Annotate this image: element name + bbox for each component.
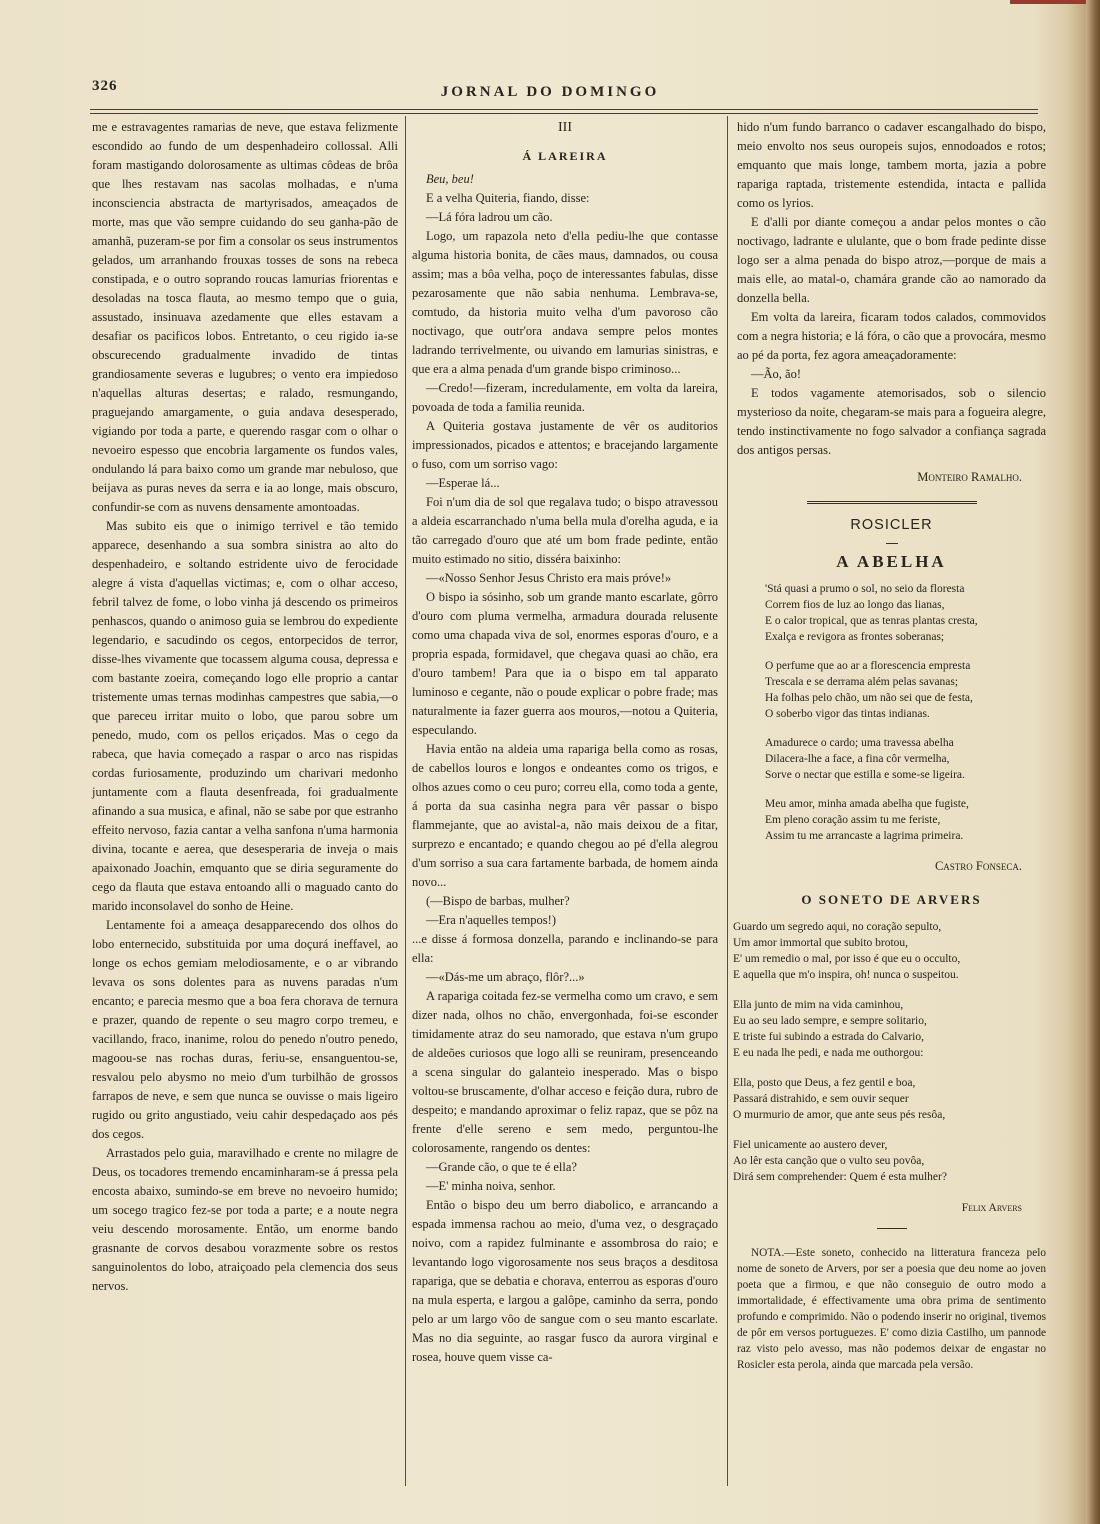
- paragraph: Foi n'um dia de sol que regalava tudo; o bispo atravessou a aldeia escarranchado n'uma bella mula d'orelha aguda, e ia tão carregado d'ouro que até um bom frade pedinte, então muito estimado no sitio, disséra baixinho:: [412, 495, 718, 566]
- paragraph: E d'alli por diante começou a andar pelos montes o cão noctivago, ladrante e ululante, que o bom frade pedinte disse logo ser a alma penada do bispo atroz,—porque de mais a mais elle, ao matal-o, chamára grande cão ao namorado da donzella bella.: [737, 215, 1046, 305]
- paragraph: —Credo!—fizeram, incredulamente, em volta da lareira, povoada de toda a familia reunida.: [412, 381, 718, 414]
- stanza: [765, 796, 1046, 844]
- stanza: [765, 581, 1046, 645]
- author-signature: Felix Arvers: [961, 1202, 1022, 1214]
- divider: [886, 543, 898, 544]
- header-rule-thin: [90, 113, 1038, 114]
- editorial-note: [737, 1245, 1046, 1373]
- verse-line: O soberbo vigor das tintas indianas.: [765, 708, 930, 720]
- verse-line: Ella junto de mim na vida caminhou,: [733, 999, 904, 1011]
- poem: [765, 581, 1046, 844]
- verse-line: 'Stá quasi a prumo o sol, no seio da floresta: [765, 583, 965, 595]
- verse-line: Ha folhas pelo chão, um não sei que de festa,: [765, 692, 973, 704]
- paragraph: O bispo ia sósinho, sob um grande manto escarlate, gôrro d'ouro com pluma vermelha, armadura dourada relusente como uma chapada viva de sol, enormes esporas d'ouro, e a propria espada, formidavel, que chegava quasi ao chão, era d'ouro tambem! Para que ia o bispo em tal apparato luminoso e cegante, não o poude explicar o pobre frade; mas naturalmente ia fazer guerra aos mouros,—notou a Quiteria, especulando.: [412, 590, 718, 737]
- paragraph: Então o bispo deu um berro diabolico, e arrancando a espada immensa rachou ao meio, d'uma vez, o desgraçado noivo, com a rapidez fulminante e assombrosa do raio; e levantando logo vigorosamente nos seus braços a desditosa rapariga, que se debatia e chorava, enterrou as esporas d'ouro na mula esperta, e largou a galôpe, caminho da serra, pondo pelo ar um largo vôo de sangue com o seu manto escarlate. Mas no dia seguinte, ao rasgar fusco da aurora virginal e rosea, houve quem visse ca-: [412, 1198, 718, 1364]
- paragraph: A Quiteria gostava justamente de vêr os auditorios impressionados, picados e attentos; e bracejando largamente o fuso, com um sorriso vago:: [412, 419, 718, 471]
- column-middle: [412, 118, 718, 1367]
- paragraph: —«Nosso Senhor Jesus Christo era mais próve!»: [426, 571, 672, 585]
- paragraph: Arrastados pelo guia, maravilhado e crente no milagre de Deus, os tocadores tremendo encaminharam-se á pressa pela encosta abaixo, sumindo-se em breve no nevoeiro humido; um socego tragico fez-se por toda a parte; e a noute negra veiu descendo morosamente. Então, um enorme bando grasnante de corvos desabou vorazmente sobre os restos sanguinolentos do lobo, atraiçoado pela clemencia dos seus nervos.: [92, 1146, 398, 1293]
- stanza: [733, 919, 1046, 983]
- stanza: [733, 1137, 1046, 1185]
- verse-line: Fiel unicamente ao austero dever,: [733, 1139, 888, 1151]
- verse-line: Dirá sem comprehender: Quem é esta mulher?: [733, 1171, 947, 1183]
- paragraph: —Lá fóra ladrou um cão.: [426, 210, 553, 224]
- verse-line: Exalça e revigora as frontes soberanas;: [765, 631, 945, 643]
- stanza: [765, 658, 1046, 722]
- journal-title: JORNAL DO DOMINGO: [440, 84, 660, 100]
- section-number: III: [558, 120, 572, 135]
- poem: [733, 919, 1046, 1185]
- stanza: [765, 735, 1046, 783]
- paragraph: Em volta da lareira, ficaram todos calados, commovidos com a negra historia; e lá fóra, o cão que a provocára, mesmo ao pé da porta, fez agora ameaçadoramente:: [737, 310, 1046, 362]
- divider: [877, 1228, 907, 1229]
- paragraph: —Ão, ão!: [751, 367, 801, 381]
- verse-line: E eu nada lhe pedi, e nada me outhorgou:: [733, 1047, 924, 1059]
- paragraph: ...e disse á formosa donzella, parando e inclinando-se para ella:: [412, 932, 718, 965]
- paragraph: E a velha Quiteria, fiando, disse:: [426, 191, 590, 205]
- note-text: NOTA.—Este soneto, conhecido na litteratura franceza pelo nome de soneto de Arvers, por ser a poesia que deu nome ao joven poeta que a firmou, e que não conseguio de outro modo a immortalidade, é effectivamente uma obra prima de sentimento profundo e comprimido. Não o podendo inserir no original, tivemos de pôr em versos portuguezes. E' como dizia Castilho, um pannode raz visto pelo avesso, mas não podemos deixar de engastar no Rosicler esta perola, ainda que marcada pela versão.: [737, 1247, 1046, 1371]
- author-signature: Monteiro Ramalho.: [917, 470, 1022, 484]
- paragraph: Beu, beu!: [426, 172, 474, 186]
- paragraph: hido n'um fundo barranco o cadaver escangalhado do bispo, meio envolto nos seus ouropeis sujos, ennodoados e rotos; emquanto que mais longe, tambem morta, jazia a pobre rapariga raptada, tristemente estendida, intacta e pallida como os lyrios.: [737, 120, 1046, 210]
- verse-line: Meu amor, minha amada abelha que fugiste,: [765, 798, 969, 810]
- paragraph: Havia então na aldeia uma rapariga bella como as rosas, de cabellos louros e longos e ondeantes como os trigos, e olhos azues como o ceu puro; correu ella, como toda a gente, á porta da sua casinha negra para vêr passar o bispo flammejante, que ao avistal-a, não mais deixou de a fitar, surprezo e encantado; e quando chegou ao pé d'ella alegrou d'um sorriso a sua cara fartamente barbada, de homem ainda novo...: [412, 742, 718, 889]
- verse-line: Sorve o nectar que estilla e some-se ligeira.: [765, 769, 965, 781]
- section-heading: ROSICLER: [850, 517, 933, 533]
- paragraph: Mas subito eis que o inimigo terrivel e tão temido apparece, desenhando a sua sombra sinistra ao alto do despenhadeiro, e soltando estridente uivo de ferocidade alegre á vista d'aquellas victimas; e, com o olhar acceso, febril talvez de fome, o lobo vinha já descendo os primeiros penhascos, quando o animoso guia se lembrou do expediente legendario, e sacudindo os cegos, entorpecidos de terror, disse-lhes vivamente que tocassem alguma cousa, depressa e com bastante zoeira, começando logo elle proprio a cantar tristemente umas ternas modinhas campestres que sabia,—o que pareceu irritar muito o lobo, que parou sobre um penedo, mudo, com os pellos eriçados. Mas o cego da rabeca, que havia começado a raspar o arco nas rispidas cordas furiosamente, produzindo um charivari medonho juntamente com a flauta desenfreada, foi gradualmente afinando a sua musica, e afinal, não se sabe por que estranho effeito nervoso, fazia cantar a velha sanfona n'uma harmonia divina, tocante e aerea, que desesperaria de inveja o mais apaixonado Joachin, emquanto que se diria seguramente do cego da flauta que estava entoando alli o maguado canto do marido inconsolavel do sonho de Heine.: [92, 519, 398, 913]
- paragraph: me e estravagentes ramarias de neve, que estava felizmente escondido ao fundo de um despenhadeiro collossal. Alli foram mastigando dolorosamente as ultimas côdeas de brôa que lhes restavam nas sacolas molhadas, e n'uma inconsciencia abstracta de martyrisados, ameaçados de morte, mas que vão sempre cuidando do seu ganha-pão de amanhã, puzeram-se por fim a consolar os seus instrumentos gelados, um arranhando frouxas tosses de sons na rebeca constipada, e o outro soprando roucas lamurias friorentas e desoladas na tosca flauta, ao mesmo tempo que o guia, assustado, insinuava azedamente que elles estavam a desafiar os pacificos lobos. Entretanto, o ceu rigido ia-se obscurecendo gradualmente invadido de tintas grandiosamente severas e lugubres; o vento era impiedoso n'aquellas alturas desertas; e ralado, resmungando, praguejando amargamente, o guia andava desesperado, vigiando por toda a parte, e querendo rasgar com o olhar o nevoeiro espesso que encobria largamente os fundos vales, ondulando lá para baixo como um grande mar nebuloso, que beijava as puras neves da serra e ia ao longe, mais obscuro, confundir-se com as nuvens densamente amontoadas.: [92, 120, 398, 514]
- author-signature: Castro Fonseca.: [934, 859, 1022, 873]
- paragraph: Logo, um rapazola neto d'ella pediu-lhe que contasse alguma historia bonita, de cães maus, damnados, ou cousa assim; mas a bôa velha, poço de interessantes fabulas, disse pezarosamente que não sabia nenhuma. Lembrava-se, comtudo, da historia muito velha d'um pavoroso cão noctivago, que outr'ora andava sempre pelos montes ladrando terrivelmente, ou uivando em lamurias sinistras, e que era a alma penada d'um grande bispo criminoso...: [412, 229, 718, 376]
- book-spine: [1086, 0, 1100, 1524]
- section-divider: [807, 501, 977, 504]
- column-left: [92, 118, 398, 1296]
- paragraph: —E' minha noiva, senhor.: [426, 1179, 556, 1193]
- column-divider: [727, 116, 728, 1486]
- verse-line: Assim tu me arrancaste a lagrima primeira.: [765, 830, 964, 842]
- poem-title: O SONETO DE ARVERS: [801, 892, 982, 907]
- verse-line: Passará distrahido, e sem ouvir sequer: [733, 1093, 909, 1105]
- paragraph: —Esperae lá...: [426, 476, 500, 490]
- verse-line: E' um remedio o mal, por isso é que eu o occulto,: [733, 953, 961, 965]
- column-right: [733, 118, 1046, 1373]
- verse-line: E triste fui subindo a estrada do Calvario,: [733, 1031, 924, 1043]
- verse-line: O perfume que ao ar a florescencia empresta: [765, 660, 971, 672]
- paragraph: —«Dás-me um abraço, flôr?...»: [426, 970, 585, 984]
- verse-line: E o calor tropical, que as tenras plantas cresta,: [765, 615, 978, 627]
- paragraph: —Era n'aquelles tempos!): [426, 913, 556, 927]
- verse-line: E aquella que m'o inspira, oh! nunca o suspeitou.: [733, 969, 959, 981]
- paragraph: Lentamente foi a ameaça desapparecendo dos olhos do lobo enternecido, substituida por uma doçurá ineffavel, ao longe os echos gemiam melodiosamente, e o ar vibrando levava os sons dolentes para as nuvens paradas n'um encanto; e parecia mesmo que a boa fera chorava de ternura e prazer, quando de repente o seu magro corpo tremeu, e vacillando, fraco, inanime, rolou do penedo n'outro penedo, magoou-se nas rochas duras, feriu-se, ensanguentou-se, resvalou pelo abysmo no meio d'um turbilhão de grossos farrapos de neve, e sem que nunca se ouvisse o mais ligeiro rugido ou grito angustiado, veiu cahir despedaçado aos pés dos cegos.: [92, 918, 398, 1141]
- verse-line: Guardo um segredo aqui, no coração sepulto,: [733, 921, 942, 933]
- verse-line: Dilacera-lhe a face, a fina côr vermelha,: [765, 753, 950, 765]
- poem-title: A ABELHA: [836, 552, 947, 571]
- header-rule: [90, 109, 1038, 110]
- paragraph: A rapariga coitada fez-se vermelha como um cravo, e sem dizer nada, olhos no chão, envergonhada, foi-se esconder timidamente atraz do seu namorado, que estava n'um grupo de aldeões curiosos que logo alli se reuniram, presenceando a scena singular do galanteio inesperado. Mas o bispo voltou-se bruscamente, d'olhar acceso e feição dura, rubro de despeito; e mandando aproximar o feliz rapaz, que se pôz na frente d'elle sereno e sem medo, perguntou-lhe colorosamente, rangendo os dentes:: [412, 989, 718, 1155]
- paragraph: E todos vagamente atemorisados, sob o silencio mysterioso da noite, chegaram-se mais para a fogueira alegre, tendo instinctivamente no fogo salvador a confiança sagrada dos antigos persas.: [737, 386, 1046, 457]
- stanza: [733, 997, 1046, 1061]
- verse-line: Amadurece o cardo; uma travessa abelha: [765, 737, 954, 749]
- verse-line: Correm fios de luz ao longo das lianas,: [765, 599, 945, 611]
- verse-line: Um amor immortal que subito brotou,: [733, 937, 909, 949]
- verse-line: Ella, posto que Deus, a fez gentil e boa,: [733, 1077, 916, 1089]
- verse-line: Trescala e se derrama além pelas savanas;: [765, 676, 959, 688]
- page-number: 326: [92, 78, 118, 94]
- verse-line: Em pleno coração assim tu me feriste,: [765, 814, 941, 826]
- column-divider: [405, 116, 406, 1486]
- stanza: [733, 1075, 1046, 1123]
- verse-line: Ao lêr esta canção que o vulto seu povôa,: [733, 1155, 925, 1167]
- verse-line: O murmurio de amor, que ante seus pés resôa,: [733, 1109, 946, 1121]
- verse-line: Eu ao seu lado sempre, e sempre solitario,: [733, 1015, 927, 1027]
- paragraph: —Grande cão, o que te é ella?: [426, 1160, 577, 1174]
- section-title: Á LAREIRA: [522, 149, 608, 163]
- paragraph: (—Bispo de barbas, mulher?: [426, 894, 570, 908]
